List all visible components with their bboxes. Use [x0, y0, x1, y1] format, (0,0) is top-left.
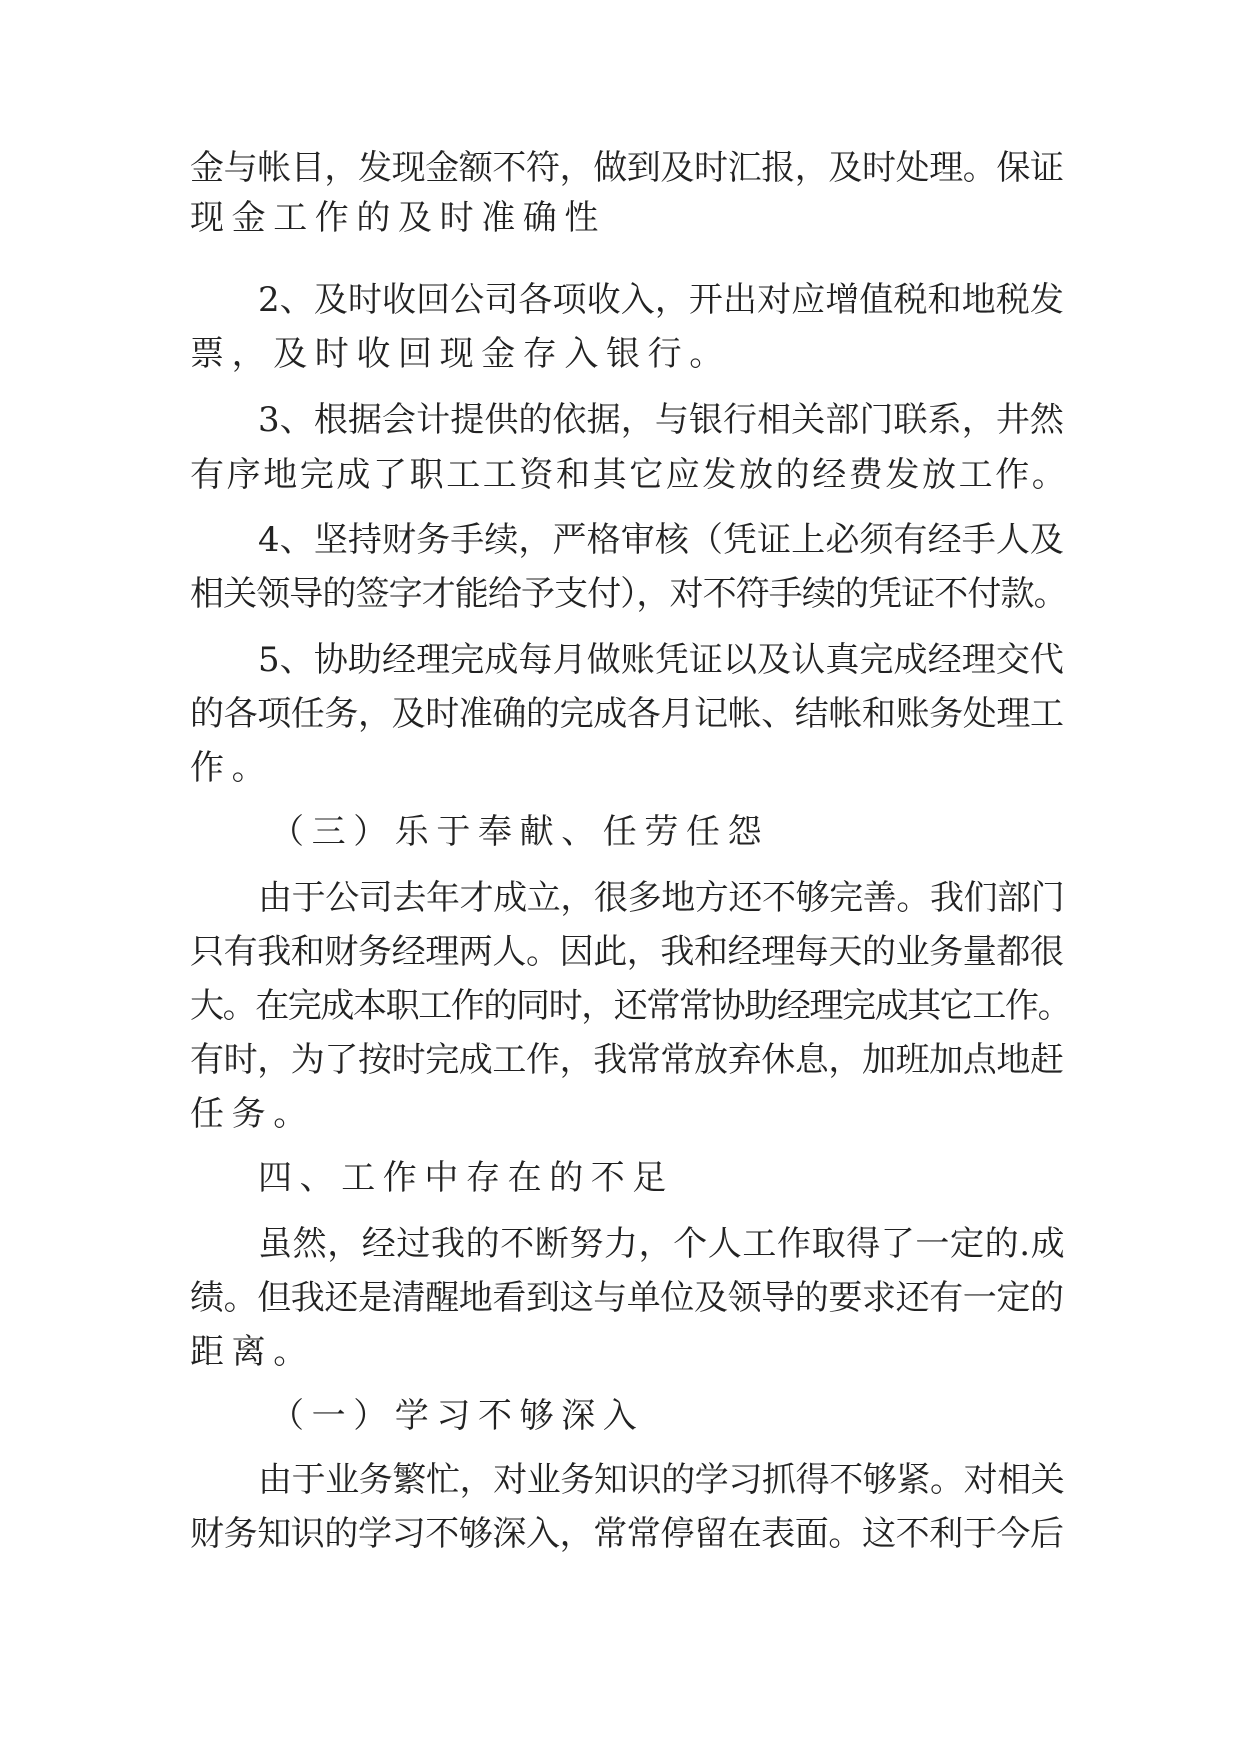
paragraph-line: 有序地完成了职工工资和其它应发放的经费发放工作。: [190, 455, 1069, 495]
paragraph-line: 金与帐目，发现金额不符，做到及时汇报，及时处理。保证: [190, 148, 1064, 188]
paragraph-line: 4、坚持财务手续，严格审核（凭证上必须有经手人及: [258, 520, 1065, 560]
paragraph-line: 由于业务繁忙，对业务知识的学习抓得不够紧。对相关: [258, 1460, 1065, 1500]
paragraph-line: 只有我和财务经理两人。因此，我和经理每天的业务量都很: [190, 932, 1064, 972]
paragraph-line: 有时，为了按时完成工作，我常常放弃休息，加班加点地赶: [190, 1040, 1064, 1080]
section-heading: （三）乐于奉献、任劳任怨: [270, 812, 770, 852]
paragraph-line: 由于公司去年才成立，很多地方还不够完善。我们部门: [258, 878, 1065, 918]
paragraph-line: 距离。: [190, 1332, 315, 1372]
paragraph-line: 大。在完成本职工作的同时，还常常协助经理完成其它工作。: [190, 986, 1071, 1026]
paragraph-line: 财务知识的学习不够深入，常常停留在表面。这不利于今后: [190, 1514, 1064, 1554]
paragraph-line: 5、协助经理完成每月做账凭证以及认真完成经理交代: [258, 640, 1065, 680]
section-heading: 四、工作中存在的不足: [258, 1158, 674, 1198]
paragraph-line: 相关领导的签字才能给予支付），对不符手续的凭证不付款。: [190, 574, 1067, 614]
paragraph-line: 任务。: [190, 1094, 315, 1134]
section-heading: （一）学习不够深入: [270, 1396, 645, 1436]
paragraph-line: 绩。但我还是清醒地看到这与单位及领导的要求还有一定的: [190, 1278, 1064, 1318]
paragraph-line: 作。: [190, 748, 274, 788]
paragraph-line: 虽然，经过我的不断努力，个人工作取得了一定的.成: [258, 1224, 1066, 1264]
paragraph-line: 票，及时收回现金存入银行。: [190, 334, 731, 374]
paragraph-line: 3、根据会计提供的依据，与银行相关部门联系，井然: [258, 400, 1065, 440]
paragraph-line: 的各项任务，及时准确的完成各月记帐、结帐和账务处理工: [190, 694, 1064, 734]
paragraph-line: 2、及时收回公司各项收入，开出对应增值税和地税发: [258, 280, 1065, 320]
paragraph-line: 现金工作的及时准确性: [190, 198, 606, 238]
